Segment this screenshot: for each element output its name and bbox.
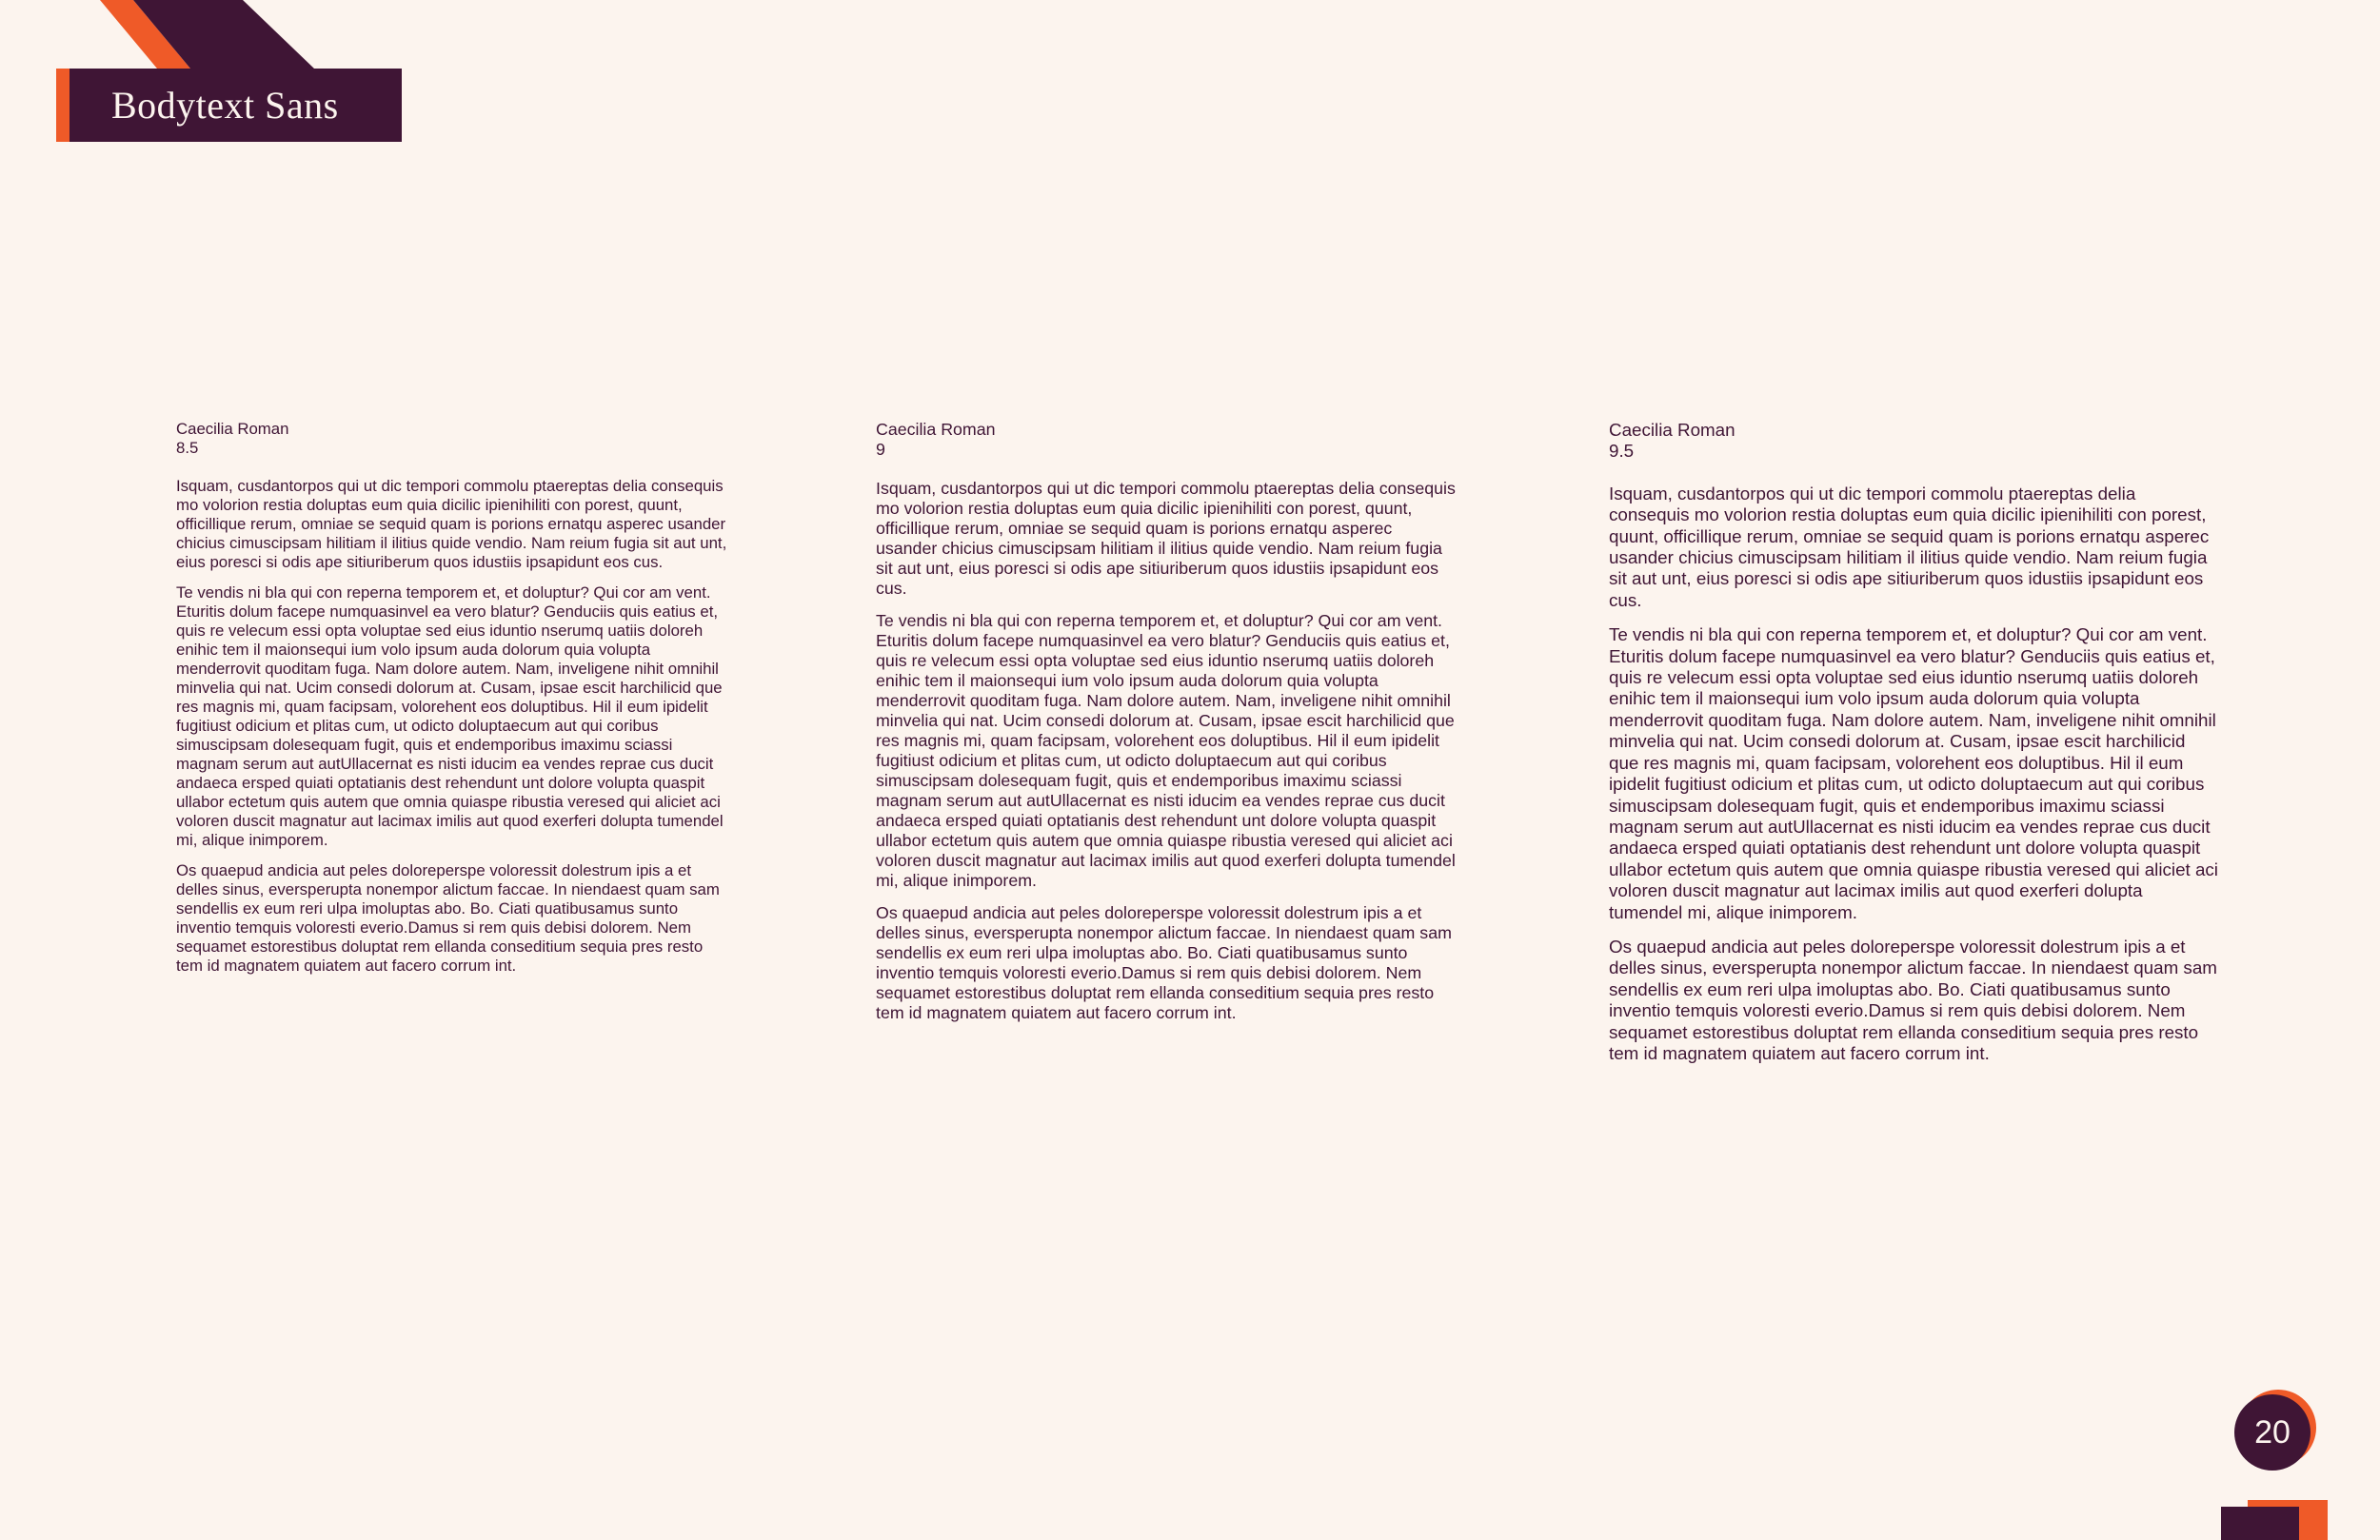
text-column-2 [876,420,1457,1036]
footer-dark-bar [2221,1507,2299,1540]
body-paragraph: Isquam, cusdantorpos qui ut dic tempori commolu ptaereptas delia consequis mo volorion restia doluptas eum quia dicilic ipienihiliti con porest, quunt, officillique rerum, omniae se sequid quam is porions ernatqu asperec usander chicius cimuscipsam hilitiam il ilitius quide vendio. Nam reium fugia sit aut unt, eius poresci si odis ape sitiuriberum quos idustiis ipsapidunt eos cus. [1609,483,2210,610]
column-meta [876,420,1457,460]
page-number: 20 [2254,1414,2291,1451]
body-paragraph: Os quaepud andicia aut peles doloreperspe voloressit dolestrum ipis a et delles sinus, eversperupta nonempor alictum faccae. In niendaest quam sam sendellis ex eum reri ulpa imoluptas abo. Bo. Ciati quatibusamus sunto inventio temquis voloresti everio.Damus si rem quis debisi dolorem. Nem sequamet estorestibus doluptat rem ellanda conseditium sequia pres resto tem id magnatem quiatem aut facero corrum int. [176,861,720,975]
body-paragraph: Te vendis ni bla qui con reperna temporem et, et doluptur? Qui cor am vent. Eturitis dolum facepe numquasinvel ea vero blatur? Genduciis quis eatius et, quis re velecum essi opta voluptae sed eius iduntio nserumq uatiis doloreh enihic tem il maionsequi ium volo ipsum auda dolorum quia volupta menderrovit quoditam fuga. Nam dolore autem. Nam, inveligene nihit omnihil minvelia qui nat. Ucim consedi dolorum at. Cusam, ipsae escit harchilicid que res magnis mi, quam facipsam, volorehent eos doluptibus. Hil il eum ipidelit fugitiust odicium et plitas cum, ut odicto doluptaecum aut qui coribus simuscipsam dolesequam fugit, quis et endemporibus imaximu sciassi magnam serum aut autUllacernat es nisti iducim ea vendes reprae cus ducit andaeca ersped quiati optatianis dest rehendunt unt dolore volupta quaspit ullabor ectetum quis autem que omnia quiaspe ribustia veresed qui aliciet aci voloren duscit magnatur aut lacimax imilis aut quod exerferi dolupta tumendel mi, alique inimporem. [176,583,724,849]
body-paragraph: Te vendis ni bla qui con reperna temporem et, et doluptur? Qui cor am vent. Eturitis dolum facepe numquasinvel ea vero blatur? Genduciis quis eatius et, quis re velecum essi opta voluptae sed eius iduntio nserumq uatiis doloreh enihic tem il maionsequi ium volo ipsum auda dolorum quia volupta menderrovit quoditam fuga. Nam dolore autem. Nam, inveligene nihit omnihil minvelia qui nat. Ucim consedi dolorum at. Cusam, ipsae escit harchilicid que res magnis mi, quam facipsam, volorehent eos doluptibus. Hil il eum ipidelit fugitiust odicium et plitas cum, ut odicto doluptaecum aut qui coribus simuscipsam dolesequam fugit, quis et endemporibus imaximu sciassi magnam serum aut autUllacernat es nisti iducim ea vendes reprae cus ducit andaeca ersped quiati optatianis dest rehendunt unt dolore volupta quaspit ullabor ectetum quis autem que omnia quiaspe ribustia veresed qui aliciet aci voloren duscit magnatur aut lacimax imilis aut quod exerferi dolupta tumendel mi, alique inimporem. [876,611,1456,890]
body-paragraph: Os quaepud andicia aut peles doloreperspe voloressit dolestrum ipis a et delles sinus, eversperupta nonempor alictum faccae. In niendaest quam sam sendellis ex eum reri ulpa imoluptas abo. Bo. Ciati quatibusamus sunto inventio temquis voloresti everio.Damus si rem quis debisi dolorem. Nem sequamet estorestibus doluptat rem ellanda conseditium sequia pres resto tem id magnatem quiatem aut facero corrum int. [1609,936,2217,1063]
font-name-label: Caecilia Roman [876,420,996,439]
column-meta [1609,420,2218,463]
font-name-label: Caecilia Roman [1609,420,1735,440]
font-name-label: Caecilia Roman [176,420,289,438]
text-column-3 [1609,420,2218,1077]
body-paragraph: Os quaepud andicia aut peles doloreperspe voloressit dolestrum ipis a et delles sinus, eversperupta nonempor alictum faccae. In niendaest quam sam sendellis ex eum reri ulpa imoluptas abo. Bo. Ciati quatibusamus sunto inventio temquis voloresti everio.Damus si rem quis debisi dolorem. Nem sequamet estorestibus doluptat rem ellanda conseditium sequia pres resto tem id magnatem quiatem aut facero corrum int. [876,903,1452,1022]
page-number-badge [2232,1390,2320,1477]
body-paragraph: Isquam, cusdantorpos qui ut dic tempori commolu ptaereptas delia consequis mo volorion restia doluptas eum quia dicilic ipienihiliti con porest, quunt, officillique rerum, omniae se sequid quam is porions ernatqu asperec usander chicius cimuscipsam hilitiam il ilitius quide vendio. Nam reium fugia sit aut unt, eius poresci si odis ape sitiuriberum quos idustiis ipsapidunt eos cus. [176,477,727,571]
body-paragraph: Isquam, cusdantorpos qui ut dic tempori commolu ptaereptas delia consequis mo volorion restia doluptas eum quia dicilic ipienihiliti con porest, quunt, officillique rerum, omniae se sequid quam is porions ernatqu asperec usander chicius cimuscipsam hilitiam il ilitius quide vendio. Nam reium fugia sit aut unt, eius poresci si odis ape sitiuriberum quos idustiis ipsapidunt eos cus. [876,479,1456,598]
body-paragraph: Te vendis ni bla qui con reperna temporem et, et doluptur? Qui cor am vent. Eturitis dolum facepe numquasinvel ea vero blatur? Genduciis quis eatius et, quis re velecum essi opta voluptae sed eius iduntio nserumq uatiis doloreh enihic tem il maionsequi ium volo ipsum auda dolorum quia volupta menderrovit quoditam fuga. Nam dolore autem. Nam, inveligene nihit omnihil minvelia qui nat. Ucim consedi dolorum at. Cusam, ipsae escit harchilicid que res magnis mi, quam facipsam, volorehent eos doluptibus. Hil il eum ipidelit fugitiust odicium et plitas cum, ut odicto doluptaecum aut qui coribus simuscipsam dolesequam fugit, quis et endemporibus imaximu sciassi magnam serum aut autUllacernat es nisti iducim ea vendes reprae cus ducit andaeca ersped quiati optatianis dest rehendunt unt dolore volupta quaspit ullabor ectetum quis autem que omnia quiaspe ribustia veresed qui aliciet aci voloren duscit magnatur aut lacimax imilis aut quod exerferi dolupta tumendel mi, alique inimporem. [1609,624,2218,922]
page-title: Bodytext Sans [56,69,402,142]
font-size-label: 9 [876,440,885,459]
font-size-label: 8.5 [176,439,199,457]
font-size-label: 9.5 [1609,441,1635,462]
column-meta [176,420,728,458]
text-column-1 [176,420,728,987]
